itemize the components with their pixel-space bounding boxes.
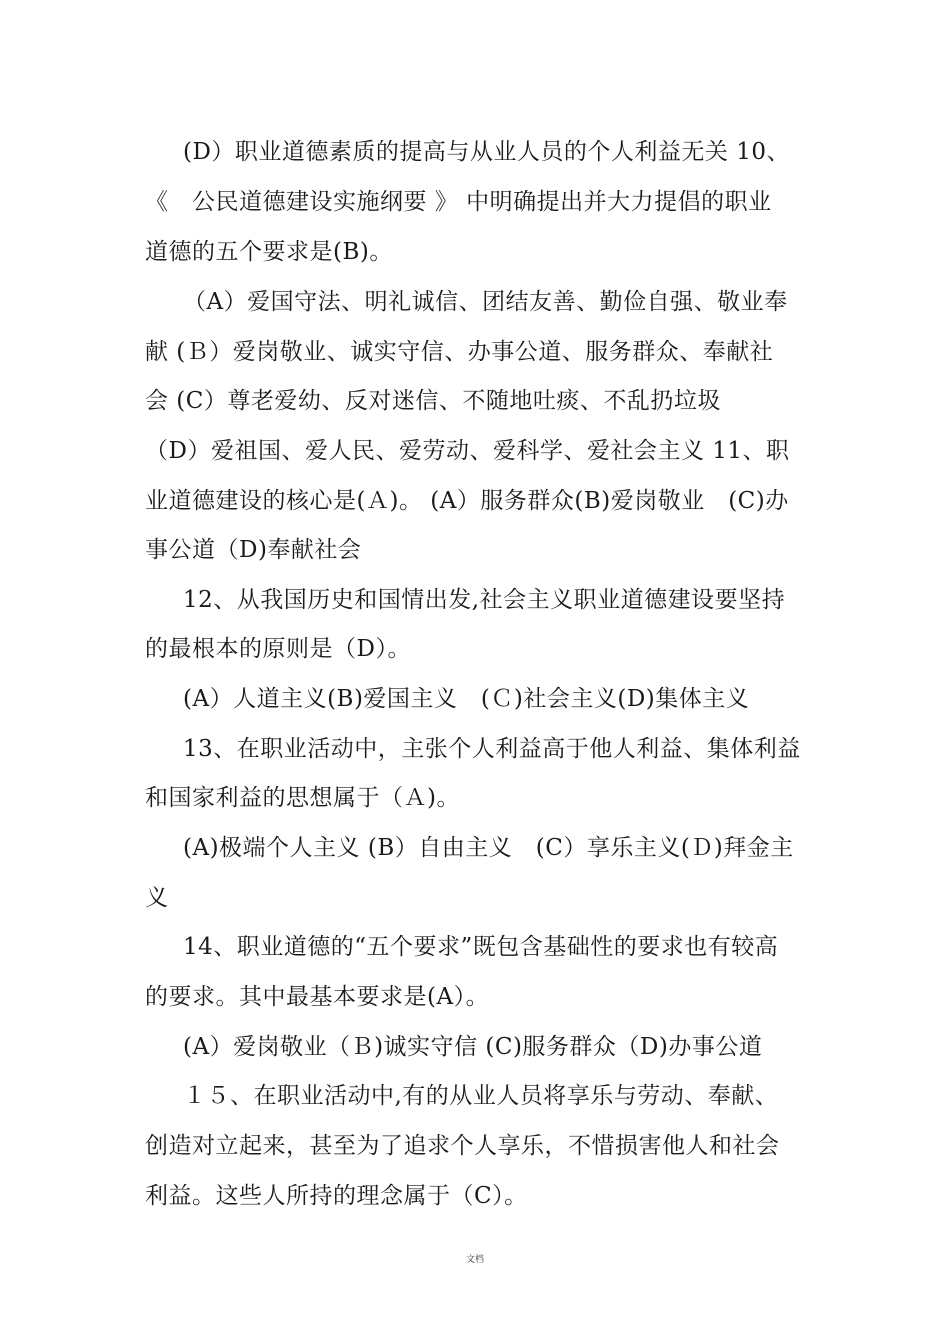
text-line: （A）爱国守法、明礼诚信、团结友善、勤俭自强、敬业奉 (183, 289, 788, 315)
text-line: （D）爱祖国、爱人民、爱劳动、爱科学、爱社会主义 11、职 (145, 438, 790, 464)
text-line: 会 (C）尊老爱幼、反对迷信、不随地吐痰、不乱扔垃圾 (145, 388, 721, 414)
text-line: 创造对立起来，甚至为了追求个人享乐，不惜损害他人和社会 (145, 1133, 780, 1159)
text-line: 和国家利益的思想属于（Ａ)。 (145, 785, 460, 811)
text-line: (A）爱岗敬业（Ｂ)诚实守信 (C)服务群众（D)办事公道 (183, 1034, 763, 1060)
text-line: (A)极端个人主义 (B）自由主义 (C）享乐主义(Ｄ)拜金主 (183, 835, 794, 861)
text-line: 事公道（D)奉献社会 (145, 537, 362, 563)
text-line: 13、在职业活动中，主张个人利益高于他人利益、集体利益 (183, 736, 801, 762)
text-line: 的最根本的原则是（D）。 (145, 636, 411, 662)
text-line: 道德的五个要求是(B)。 (145, 239, 393, 265)
text-line: (A）人道主义(B)爱国主义 (Ｃ)社会主义(D)集体主义 (183, 686, 750, 712)
text-line: 利益。这些人所持的理念属于（C）。 (145, 1183, 528, 1209)
page-footer: 文档 (465, 1255, 484, 1265)
text-line: 义 (145, 885, 169, 911)
text-line: 14、职业道德的“五个要求”既包含基础性的要求也有较高 (183, 934, 779, 960)
text-line: 《 公民道德建设实施纲要 》 中明确提出并大力提倡的职业 (145, 189, 772, 215)
text-line: (D）职业道德素质的提高与从业人员的个人利益无关 10、 (183, 139, 790, 165)
text-line: 的要求。其中最基本要求是(A）。 (145, 984, 490, 1010)
text-line: 献 (Ｂ）爱岗敬业、诚实守信、办事公道、服务群众、奉献社 (145, 339, 774, 365)
text-line: 业道德建设的核心是(Ａ)。 (A）服务群众(B)爱岗敬业 (C)办 (145, 488, 789, 514)
text-line: 12、从我国历史和国情出发,社会主义职业道德建设要坚持 (183, 587, 786, 613)
text-line: １５、在职业活动中,有的从业人员将享乐与劳动、奉献、 (183, 1083, 779, 1109)
